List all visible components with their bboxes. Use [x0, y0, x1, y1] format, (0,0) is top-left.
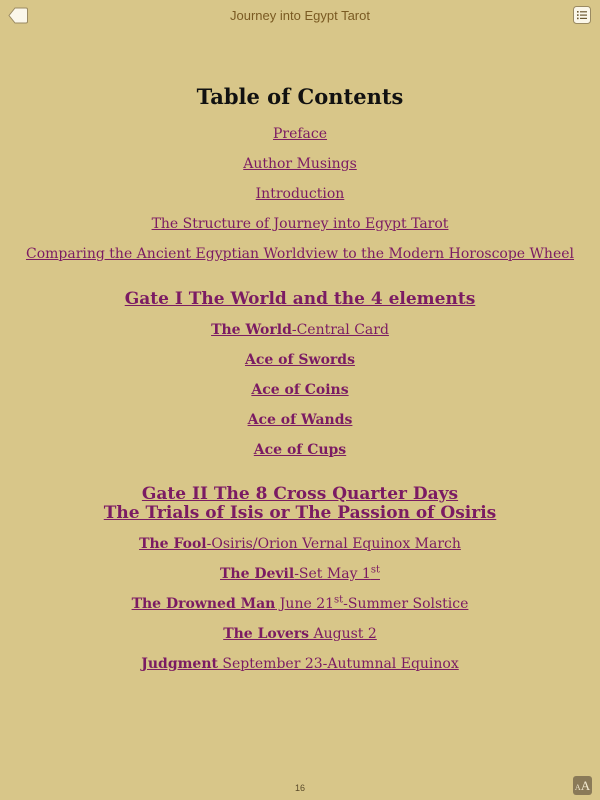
- toc-link-the-devil[interactable]: [0, 565, 600, 583]
- app-title: Journey into Egypt Tarot: [230, 8, 370, 23]
- card-description: September 23-Autumnal Equinox: [217, 656, 459, 672]
- card-name: The Devil: [220, 566, 295, 582]
- toc-link-structure[interactable]: The Structure of Journey into Egypt Tarot: [151, 216, 449, 232]
- card-name: The Drowned Man: [131, 596, 276, 612]
- card-name: Ace of Coins: [251, 382, 349, 398]
- card-name: Judgment: [141, 656, 218, 672]
- font-size-button[interactable]: [573, 776, 592, 795]
- toc-link-ace-of-cups[interactable]: [0, 441, 600, 459]
- toc-content: [0, 82, 600, 673]
- list-icon[interactable]: [573, 6, 591, 24]
- toc-link-ace-of-coins[interactable]: [0, 381, 600, 399]
- toc-link-the-fool[interactable]: [0, 535, 600, 553]
- card-description: August 2: [309, 626, 377, 642]
- page-title: Table of Contents: [196, 84, 404, 109]
- card-description: June 21: [275, 596, 335, 612]
- card-description: -Osiris/Orion Vernal Equinox March: [206, 536, 461, 552]
- card-name: The World: [211, 322, 292, 338]
- gate-2-title-line-2: The Trials of Isis or The Passion of Osiris: [103, 503, 497, 523]
- toc-link-ace-of-wands[interactable]: [0, 411, 600, 429]
- card-name: The Fool: [139, 536, 207, 552]
- toc-link-introduction[interactable]: Introduction: [255, 186, 345, 202]
- toc-link-the-world[interactable]: [0, 321, 600, 339]
- ordinal-suffix: st: [370, 564, 380, 576]
- font-large-glyph: A: [580, 778, 591, 793]
- toc-link-judgment[interactable]: [0, 655, 600, 673]
- card-name: Ace of Cups: [253, 442, 347, 458]
- card-description-tail: -Summer Solstice: [343, 596, 469, 612]
- toc-link-the-lovers[interactable]: [0, 625, 600, 643]
- toc-link-gate-1[interactable]: Gate I The World and the 4 elements: [124, 289, 476, 309]
- card-description: -Set May 1: [294, 566, 371, 582]
- card-name: The Lovers: [223, 626, 310, 642]
- font-small-glyph: A: [574, 783, 581, 792]
- ordinal-suffix: st: [334, 594, 344, 606]
- toc-link-the-drowned-man[interactable]: [0, 595, 600, 613]
- toc-link-comparing-worldview[interactable]: Comparing the Ancient Egyptian Worldview to the Modern Horoscope Wheel: [25, 246, 575, 262]
- toc-link-preface[interactable]: Preface: [272, 126, 328, 142]
- gate-2-title-line-1: Gate II The 8 Cross Quarter Days: [141, 484, 459, 504]
- card-name: Ace of Swords: [245, 352, 355, 368]
- top-bar: [0, 0, 600, 32]
- toc-link-ace-of-swords[interactable]: [0, 351, 600, 369]
- card-description: -Central Card: [291, 322, 389, 338]
- toc-link-author-musings[interactable]: Author Musings: [243, 156, 357, 172]
- toc-link-gate-2[interactable]: [0, 485, 600, 523]
- page-number: 16: [294, 783, 305, 793]
- card-name: Ace of Wands: [247, 412, 353, 428]
